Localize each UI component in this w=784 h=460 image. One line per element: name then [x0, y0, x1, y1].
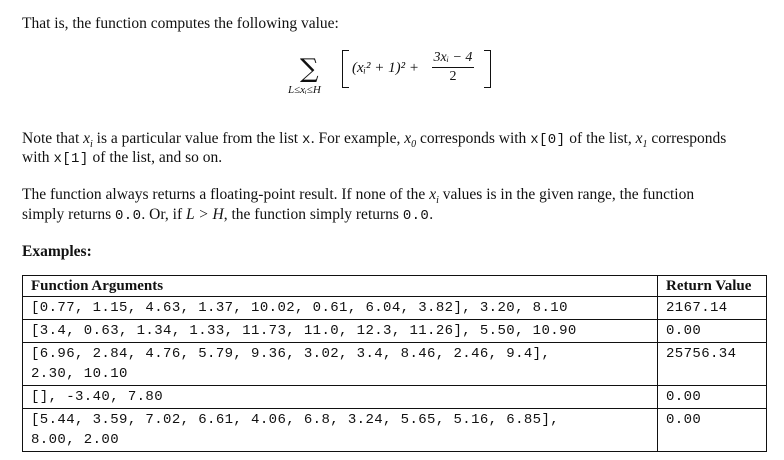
right-bracket	[484, 50, 491, 88]
condition-l-gt-h: L > H	[185, 206, 224, 223]
returns-text: . Or, if	[141, 206, 183, 223]
var-xi: $x_i$	[429, 186, 439, 207]
table-row	[23, 343, 767, 386]
col-header-arguments: Function Arguments	[23, 276, 658, 297]
table-row	[23, 320, 767, 343]
var-x1: $x_1$	[635, 130, 648, 151]
returns-text: simply returns	[22, 206, 112, 223]
args-line: 8.00, 2.00	[31, 432, 120, 448]
return-cell: 0.00	[658, 386, 767, 409]
returns-text: .	[429, 206, 434, 223]
args-cell	[23, 409, 658, 452]
note-text: corresponds with	[419, 130, 527, 147]
code-zero: 0.0	[402, 208, 430, 224]
args-cell: [0.77, 1.15, 4.63, 1.37, 10.02, 0.61, 6.04, 3.82], 3.20, 8.10	[23, 297, 658, 320]
args-cell: [3.4, 0.63, 1.34, 1.33, 11.73, 11.0, 12.3, 11.26], 5.50, 10.90	[23, 320, 658, 343]
code-x: x	[301, 132, 311, 148]
note-text: of the list, and so on.	[92, 149, 223, 166]
fraction-denominator: 2	[449, 69, 457, 84]
return-cell: 2167.14	[658, 297, 767, 320]
var-xi: $x_i$	[83, 130, 93, 151]
return-cell: 25756.34	[658, 343, 767, 386]
sum-formula	[286, 44, 526, 102]
code-zero: 0.0	[115, 208, 142, 224]
return-cell: 0.00	[658, 320, 767, 343]
examples-table	[22, 275, 767, 452]
table-row	[23, 409, 767, 452]
note-text: is a particular value from the list	[96, 130, 299, 147]
note-text: Note that	[22, 130, 80, 147]
fraction-numerator: 3xᵢ − 4	[432, 50, 474, 68]
args-line: 2.30, 10.10	[31, 366, 128, 382]
note-text: with	[22, 149, 50, 166]
fraction	[432, 50, 474, 85]
note-text: corresponds	[651, 130, 727, 147]
return-cell: 0.00	[658, 409, 767, 452]
table-row	[23, 297, 767, 320]
returns-text: The function always returns a floating-point result. If none of the	[22, 186, 426, 203]
returns-text: values is in the given range, the function	[442, 186, 695, 203]
args-line: [6.96, 2.84, 4.76, 5.79, 9.36, 3.02, 3.4, 8.46, 2.46, 9.4],	[31, 346, 551, 362]
table-row	[23, 386, 767, 409]
note-text: . For example,	[310, 130, 401, 147]
squared-term: (xᵢ² + 1)² +	[352, 60, 420, 76]
sigma-symbol: ∑	[300, 54, 319, 84]
note-line-2	[22, 148, 222, 169]
left-bracket	[342, 50, 349, 88]
col-header-return: Return Value	[658, 276, 767, 297]
returns-text: , the function simply returns	[223, 206, 399, 223]
args-cell	[23, 343, 658, 386]
sum-range: L≤xᵢ≤H	[288, 84, 321, 96]
args-cell: [], -3.40, 7.80	[23, 386, 658, 409]
note-text: of the list,	[569, 130, 632, 147]
returns-line-2	[22, 205, 433, 226]
code-x1: x[1]	[53, 151, 89, 167]
examples-heading: Examples:	[22, 243, 92, 260]
intro-text: That is, the function computes the following value:	[22, 15, 339, 32]
code-x0: x[0]	[530, 132, 566, 148]
args-line: [5.44, 3.59, 7.02, 6.61, 4.06, 6.8, 3.24, 5.65, 5.16, 6.85],	[31, 412, 560, 428]
var-x0: $x_0$	[404, 130, 417, 151]
